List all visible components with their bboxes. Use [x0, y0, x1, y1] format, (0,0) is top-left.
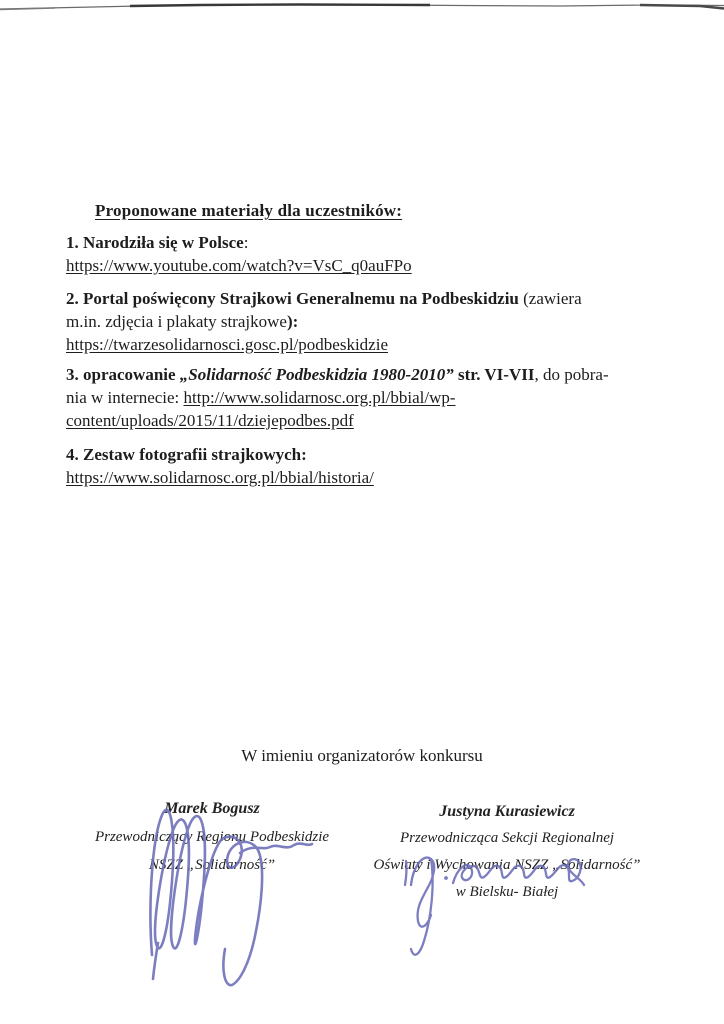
list-item-4	[66, 443, 666, 489]
signatory-right-role2: Oświaty i Wychowania NSZZ „Solidarność”	[373, 857, 641, 873]
closing-line: W imieniu organizatorów konkursu	[241, 746, 483, 765]
item-3-title: 3. opracowanie „Solidarność Podbeskidzia 1980-2010” str. VI-VII, do pobra-	[66, 365, 609, 384]
signatory-left-role1: Przewodniczący Regionu Podbeskidzie	[94, 829, 330, 845]
signatory-left-name: Marek Bogusz	[164, 800, 260, 817]
list-item-2	[66, 287, 666, 356]
youtube-link[interactable]: https://www.youtube.com/watch?v=VsC_q0auFPo	[66, 256, 412, 275]
page-title: Proponowane materiały dla uczestników:	[95, 201, 403, 220]
item-1-title: 1. Narodziła się w Polsce:	[66, 233, 249, 252]
portal-link[interactable]: https://twarzesolidarnosci.gosc.pl/podbeskidzie	[66, 335, 388, 354]
item-3-line2: nia w internecie: http://www.solidarnosc.org.pl/bbial/wp-	[66, 388, 456, 407]
pdf-link-part1[interactable]: http://www.solidarnosc.org.pl/bbial/wp-	[183, 388, 456, 407]
list-item-3	[66, 363, 666, 432]
item-2-title: 2. Portal poświęcony Strajkowi Generalnemu na Podbeskidziu (zawiera	[66, 289, 582, 308]
signatory-left-role2: NSZZ „Solidarność”	[148, 857, 276, 873]
pdf-link-part2[interactable]: content/uploads/2015/11/dziejepodbes.pdf	[66, 411, 354, 430]
list-item-1	[66, 231, 666, 277]
historia-link[interactable]: https://www.solidarnosc.org.pl/bbial/historia/	[66, 468, 374, 487]
scan-edge-artifact	[0, 0, 724, 14]
item-2-subtitle: m.in. zdjęcia i plakaty strajkowe):	[66, 312, 299, 331]
item-4-title: 4. Zestaw fotografii strajkowych:	[66, 445, 307, 464]
signatory-right-role1: Przewodnicząca Sekcji Regionalnej	[399, 830, 615, 846]
signatory-right-block	[366, 798, 648, 906]
signatory-right-role3: w Bielsku- Białej	[455, 884, 559, 900]
signatory-left-block	[62, 795, 362, 879]
signatory-right-name: Justyna Kurasiewicz	[439, 803, 575, 820]
